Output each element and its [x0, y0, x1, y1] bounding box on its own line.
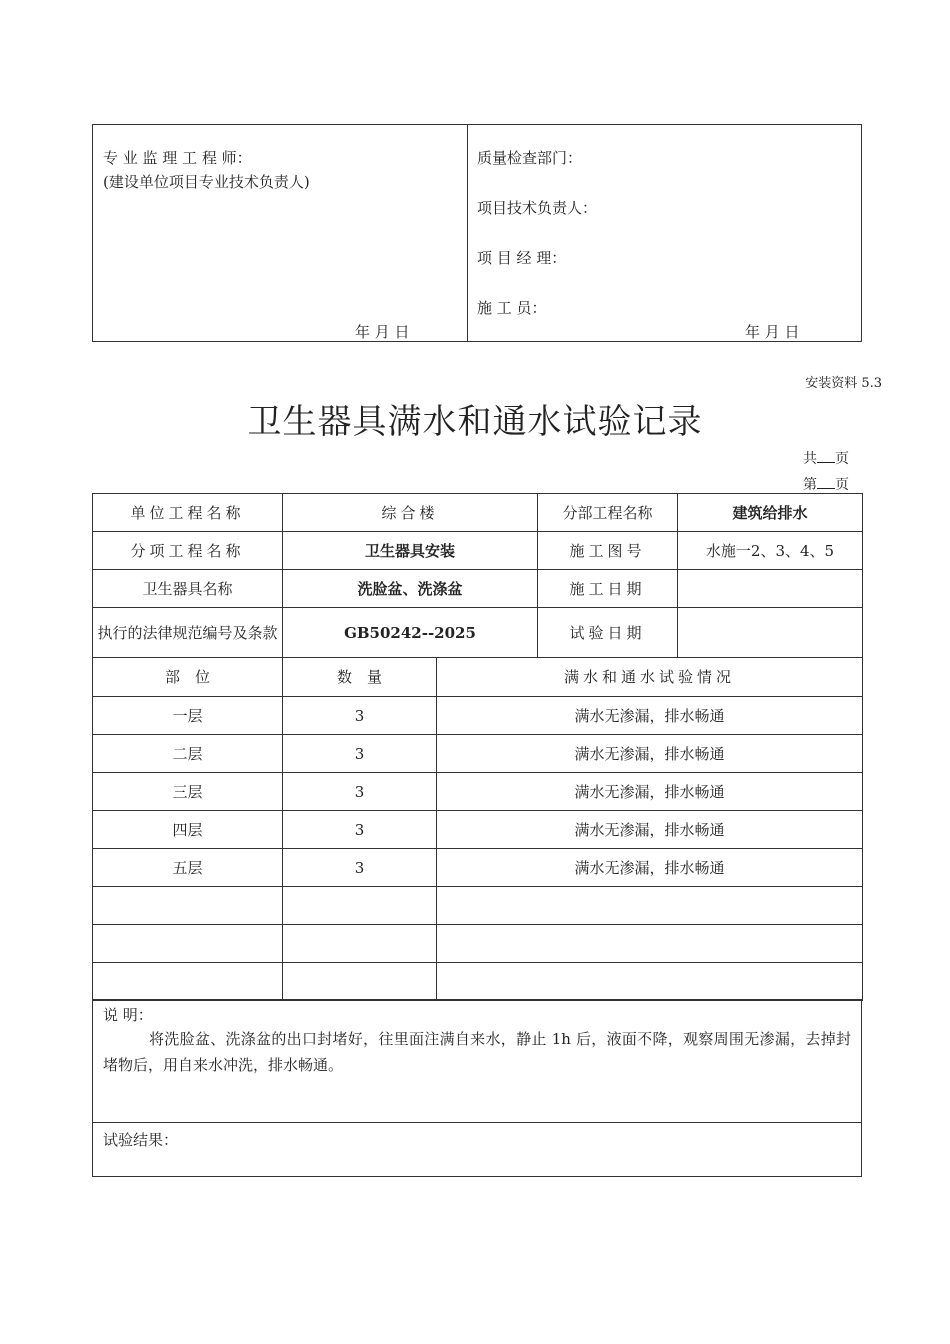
signoff-divider: [467, 125, 468, 341]
row-status: [437, 925, 863, 963]
code-label: 执行的法律规范编号及条款: [93, 608, 283, 658]
row-quantity: [283, 887, 437, 925]
row-status: [437, 887, 863, 925]
table-row-empty: [93, 925, 863, 963]
unit-name-label: 单位工程名称: [93, 494, 283, 532]
row-location: 二层: [93, 735, 283, 773]
record-table: [92, 493, 863, 1001]
header-quantity: 数 量: [283, 658, 437, 697]
document-code: 安装资料 5.3: [805, 376, 882, 391]
header-status: 满水和通水试验情况: [437, 658, 863, 697]
total-pages-suffix: 页: [835, 451, 849, 467]
signoff-box: [92, 124, 862, 342]
notes-text: 将洗脸盆、洗涤盆的出口封堵好，往里面注满自来水，静止 1h 后，液面不降，观察周围无渗漏，去掉封堵物后，用自来水冲洗，排水畅通。: [103, 1030, 851, 1074]
header-location: 部 位: [93, 658, 283, 697]
table-row-empty: [93, 887, 863, 925]
row-location: [93, 925, 283, 963]
results-header-row: [93, 658, 863, 697]
page-counter: [803, 446, 849, 498]
result-section: [92, 1122, 862, 1177]
quality-dept-label: 质量检查部门：: [477, 149, 583, 167]
page-number-label: 第: [803, 477, 817, 493]
row-location: 一层: [93, 697, 283, 735]
drawing-value: 水施一2、3、4、5: [678, 532, 863, 570]
notes-section: [92, 999, 862, 1123]
left-date: 年 月 日: [355, 323, 410, 341]
info-row-code: [93, 608, 863, 658]
row-quantity: 3: [283, 773, 437, 811]
fixture-label: 卫生器具名称: [93, 570, 283, 608]
row-status: [437, 963, 863, 1001]
row-quantity: 3: [283, 735, 437, 773]
table-row: [93, 849, 863, 887]
table-row: [93, 735, 863, 773]
fixture-value: 洗脸盆、洗涤盆: [283, 570, 538, 608]
subitem-label: 分项工程名称: [93, 532, 283, 570]
row-status: 满水无渗漏，排水畅通: [437, 811, 863, 849]
construct-date-value: [678, 570, 863, 608]
drawing-label: 施工图号: [538, 532, 678, 570]
division-label: 分部工程名称: [538, 494, 678, 532]
construct-date-label: 施工日期: [538, 570, 678, 608]
row-quantity: [283, 925, 437, 963]
project-manager-label: 项 目 经 理：: [477, 249, 567, 267]
row-quantity: 3: [283, 811, 437, 849]
division-value: 建筑给排水: [678, 494, 863, 532]
row-quantity: [283, 963, 437, 1001]
document-title: 卫生器具满水和通水试验记录: [247, 402, 703, 442]
row-status: 满水无渗漏，排水畅通: [437, 773, 863, 811]
page-number-blank: [817, 474, 835, 489]
supervisor-sublabel: (建设单位项目专业技术负责人): [103, 173, 310, 191]
notes-label: 说 明：: [103, 1006, 153, 1024]
table-row-empty: [93, 963, 863, 1001]
unit-name-value: 综合楼: [283, 494, 538, 532]
subitem-value: 卫生器具安装: [283, 532, 538, 570]
construction-worker-label: 施 工 员：: [477, 299, 547, 317]
row-quantity: 3: [283, 697, 437, 735]
tech-lead-label: 项目技术负责人：: [477, 199, 598, 217]
row-location: 三层: [93, 773, 283, 811]
row-location: [93, 963, 283, 1001]
test-date-label: 试验日期: [538, 608, 678, 658]
test-date-value: [678, 608, 863, 658]
row-status: 满水无渗漏，排水畅通: [437, 849, 863, 887]
code-value: GB50242--2025: [283, 608, 538, 658]
page-number-suffix: 页: [835, 477, 849, 493]
table-row: [93, 811, 863, 849]
row-location: 四层: [93, 811, 283, 849]
row-status: 满水无渗漏，排水畅通: [437, 735, 863, 773]
table-row: [93, 773, 863, 811]
supervisor-label: 专 业 监 理 工 程 师：: [103, 149, 252, 167]
result-label: 试验结果：: [103, 1131, 179, 1149]
right-date: 年 月 日: [745, 323, 800, 341]
table-row: [93, 697, 863, 735]
total-pages-blank: [817, 448, 835, 463]
row-status: 满水无渗漏，排水畅通: [437, 697, 863, 735]
total-pages-label: 共: [803, 451, 817, 467]
info-row-fixture: [93, 570, 863, 608]
info-row-unit: [93, 494, 863, 532]
row-location: 五层: [93, 849, 283, 887]
row-location: [93, 887, 283, 925]
info-row-subitem: [93, 532, 863, 570]
row-quantity: 3: [283, 849, 437, 887]
